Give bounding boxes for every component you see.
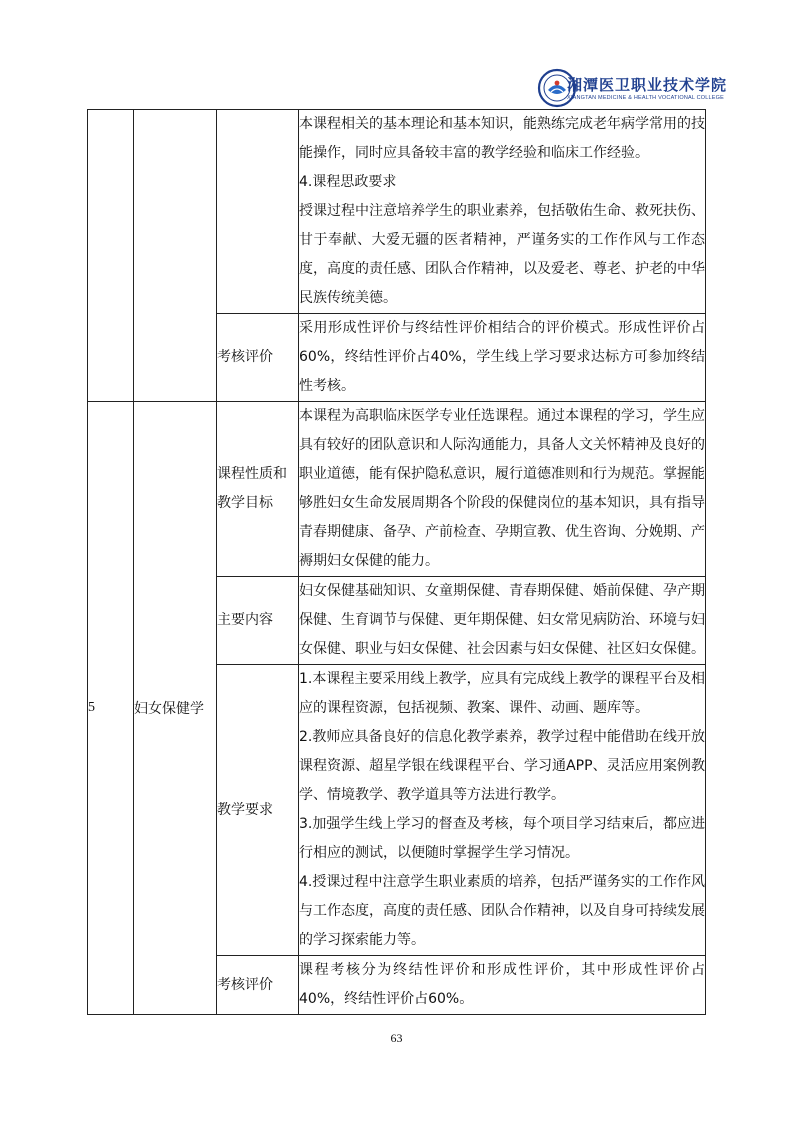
course-name: 妇女保健学 xyxy=(134,402,217,1015)
page-number: 63 xyxy=(390,1031,403,1045)
assessment-label: 考核评价 xyxy=(217,956,299,1015)
logo-chinese-name: 湘潭医卫职业技术学院 xyxy=(567,76,728,94)
logo-english-name: XIANGTAN MEDICINE & HEALTH VOCATIONAL COLLEGE xyxy=(567,95,725,101)
teaching-label: 教学要求 xyxy=(217,665,299,956)
prev-assessment-label: 考核评价 xyxy=(217,314,299,402)
requirements-paragraph: 4.课程思政要求 xyxy=(299,174,397,190)
prev-course-name-cell xyxy=(134,110,217,402)
content-label: 主要内容 xyxy=(217,577,299,665)
requirements-paragraph: 本课程相关的基本理论和基本知识，能熟练完成老年病学常用的技能操作，同时应具备较丰富的教学经验和临床工作经验。 xyxy=(299,116,705,161)
nature-label-line: 教学目标 xyxy=(217,495,273,511)
requirements-paragraph: 授课过程中注意培养学生的职业素养，包括敬佑生命、救死扶伤、甘于奉献、大爱无疆的医者精神，严谨务实的工作作风与工作态度，高度的责任感、团队合作精神，以及爱老、尊老、护老的中华民族传统美德。 xyxy=(299,203,705,306)
nature-label-line: 课程性质和 xyxy=(217,466,287,482)
prev-assessment-text: 采用形成性评价与终结性评价相结合的评价模式。形成性评价占60%，终结性评价占40%，学生线上学习要求达标方可参加终结性考核。 xyxy=(299,314,706,402)
content-text: 妇女保健基础知识、女童期保健、青春期保健、婚前保健、孕产期保健、生育调节与保健、更年期保健、妇女常见病防治、环境与妇女保健、职业与妇女保健、社会因素与妇女保健、社区妇女保健。 xyxy=(299,577,706,665)
nature-label xyxy=(217,402,299,577)
teaching-item: 2.教师应具备良好的信息化教学素养，教学过程中能借助在线开放课程资源、超星学银在线课程平台、学习通APP、灵活应用案例教学、情境教学、教学道具等方法进行教学。 xyxy=(299,729,705,803)
prev-course-attr-cell xyxy=(217,110,299,314)
teaching-item: 1.本课程主要采用线上教学，应具有完成线上教学的课程平台及相应的课程资源，包括视频、教案、课件、动画、题库等。 xyxy=(299,671,705,716)
assessment-text: 课程考核分为终结性评价和形成性评价，其中形成性评价占40%，终结性评价占60%。 xyxy=(299,956,706,1015)
curriculum-table xyxy=(87,109,706,1015)
college-logo xyxy=(537,68,728,108)
teaching-requirements xyxy=(299,665,706,956)
nature-text: 本课程为高职临床医学专业任选课程。通过本课程的学习，学生应具有较好的团队意识和人际沟通能力，具备人文关怀精神及良好的职业道德，能有保护隐私意识，履行道德准则和行为规范。掌握能够胜妇女生命发展周期各个阶段的保健岗位的基本知识，具有指导青春期健康、备孕、产前检查、孕期宣教、优生咨询、分娩期、产褥期妇女保健的能力。 xyxy=(299,402,706,577)
table-row xyxy=(88,402,706,577)
prev-course-number-cell xyxy=(88,110,134,402)
teaching-item: 3.加强学生线上学习的督查及考核，每个项目学习结束后，都应进行相应的测试，以便随时掌握学生学习情况。 xyxy=(299,816,705,861)
table-row xyxy=(88,110,706,314)
teaching-item: 4.授课过程中注意学生职业素质的培养，包括严谨务实的工作作风与工作态度，高度的责任感、团队合作精神，以及自身可持续发展的学习探索能力等。 xyxy=(299,874,705,948)
course-number: 5 xyxy=(88,402,134,1015)
prev-course-requirements xyxy=(299,110,706,314)
